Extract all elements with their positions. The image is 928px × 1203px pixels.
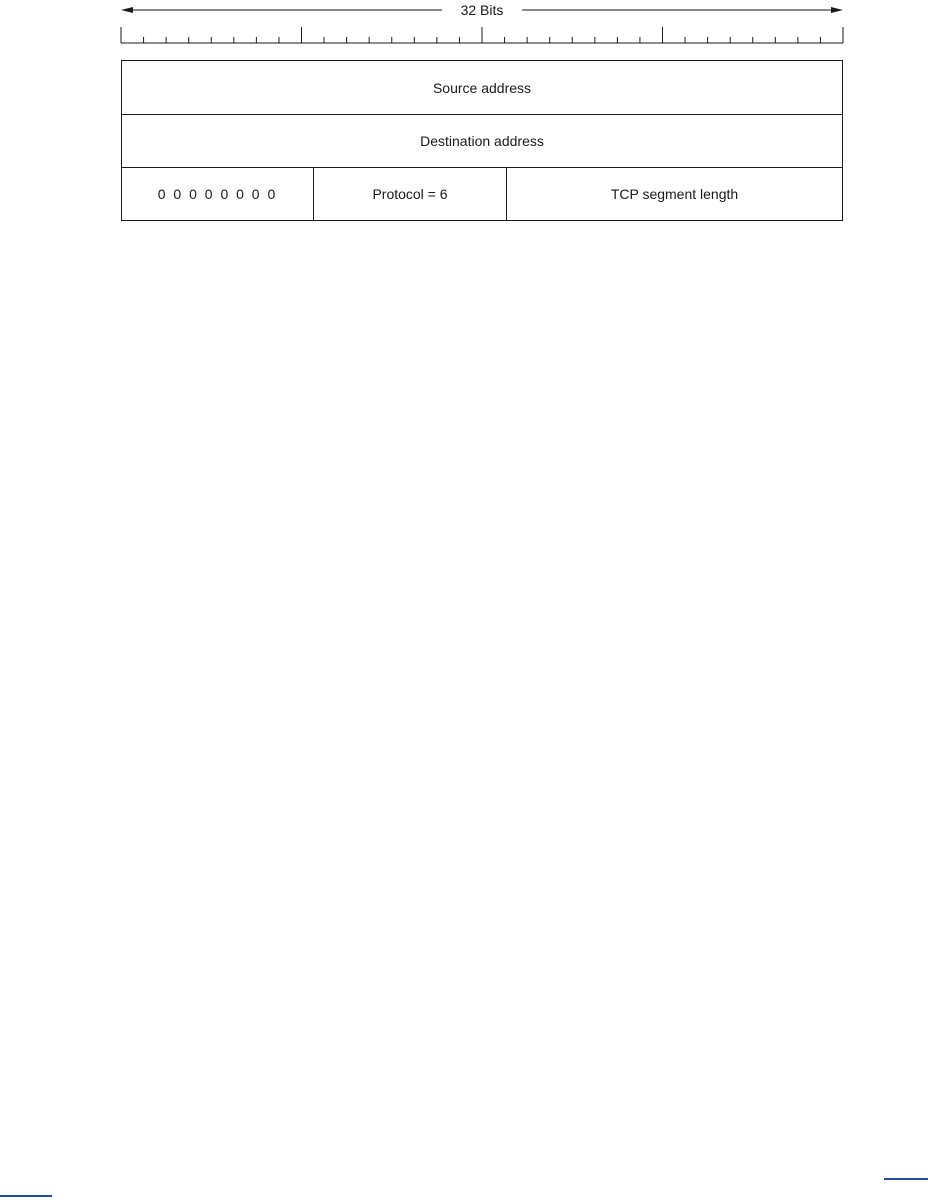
- protocol-field: Protocol = 6: [314, 168, 507, 220]
- row-protocol-length: [122, 168, 842, 220]
- page-nav-mark-left: [0, 1195, 52, 1197]
- arrow-right-head: [831, 7, 843, 13]
- row-destination-address: [122, 115, 842, 168]
- layout-table: [121, 60, 843, 221]
- tcp-segment-length-field: TCP segment length: [610, 186, 739, 202]
- width-label: 32 Bits: [442, 2, 522, 18]
- arrow-left-head: [121, 7, 133, 13]
- zero-bits-field: 0 0 0 0 0 0 0 0: [122, 168, 314, 220]
- header: [0, 0, 928, 50]
- row-source-address: [122, 61, 842, 115]
- page-nav-mark-right: [884, 1178, 928, 1180]
- destination-address-field: Destination address: [420, 133, 544, 149]
- source-address-field: Source address: [432, 79, 532, 96]
